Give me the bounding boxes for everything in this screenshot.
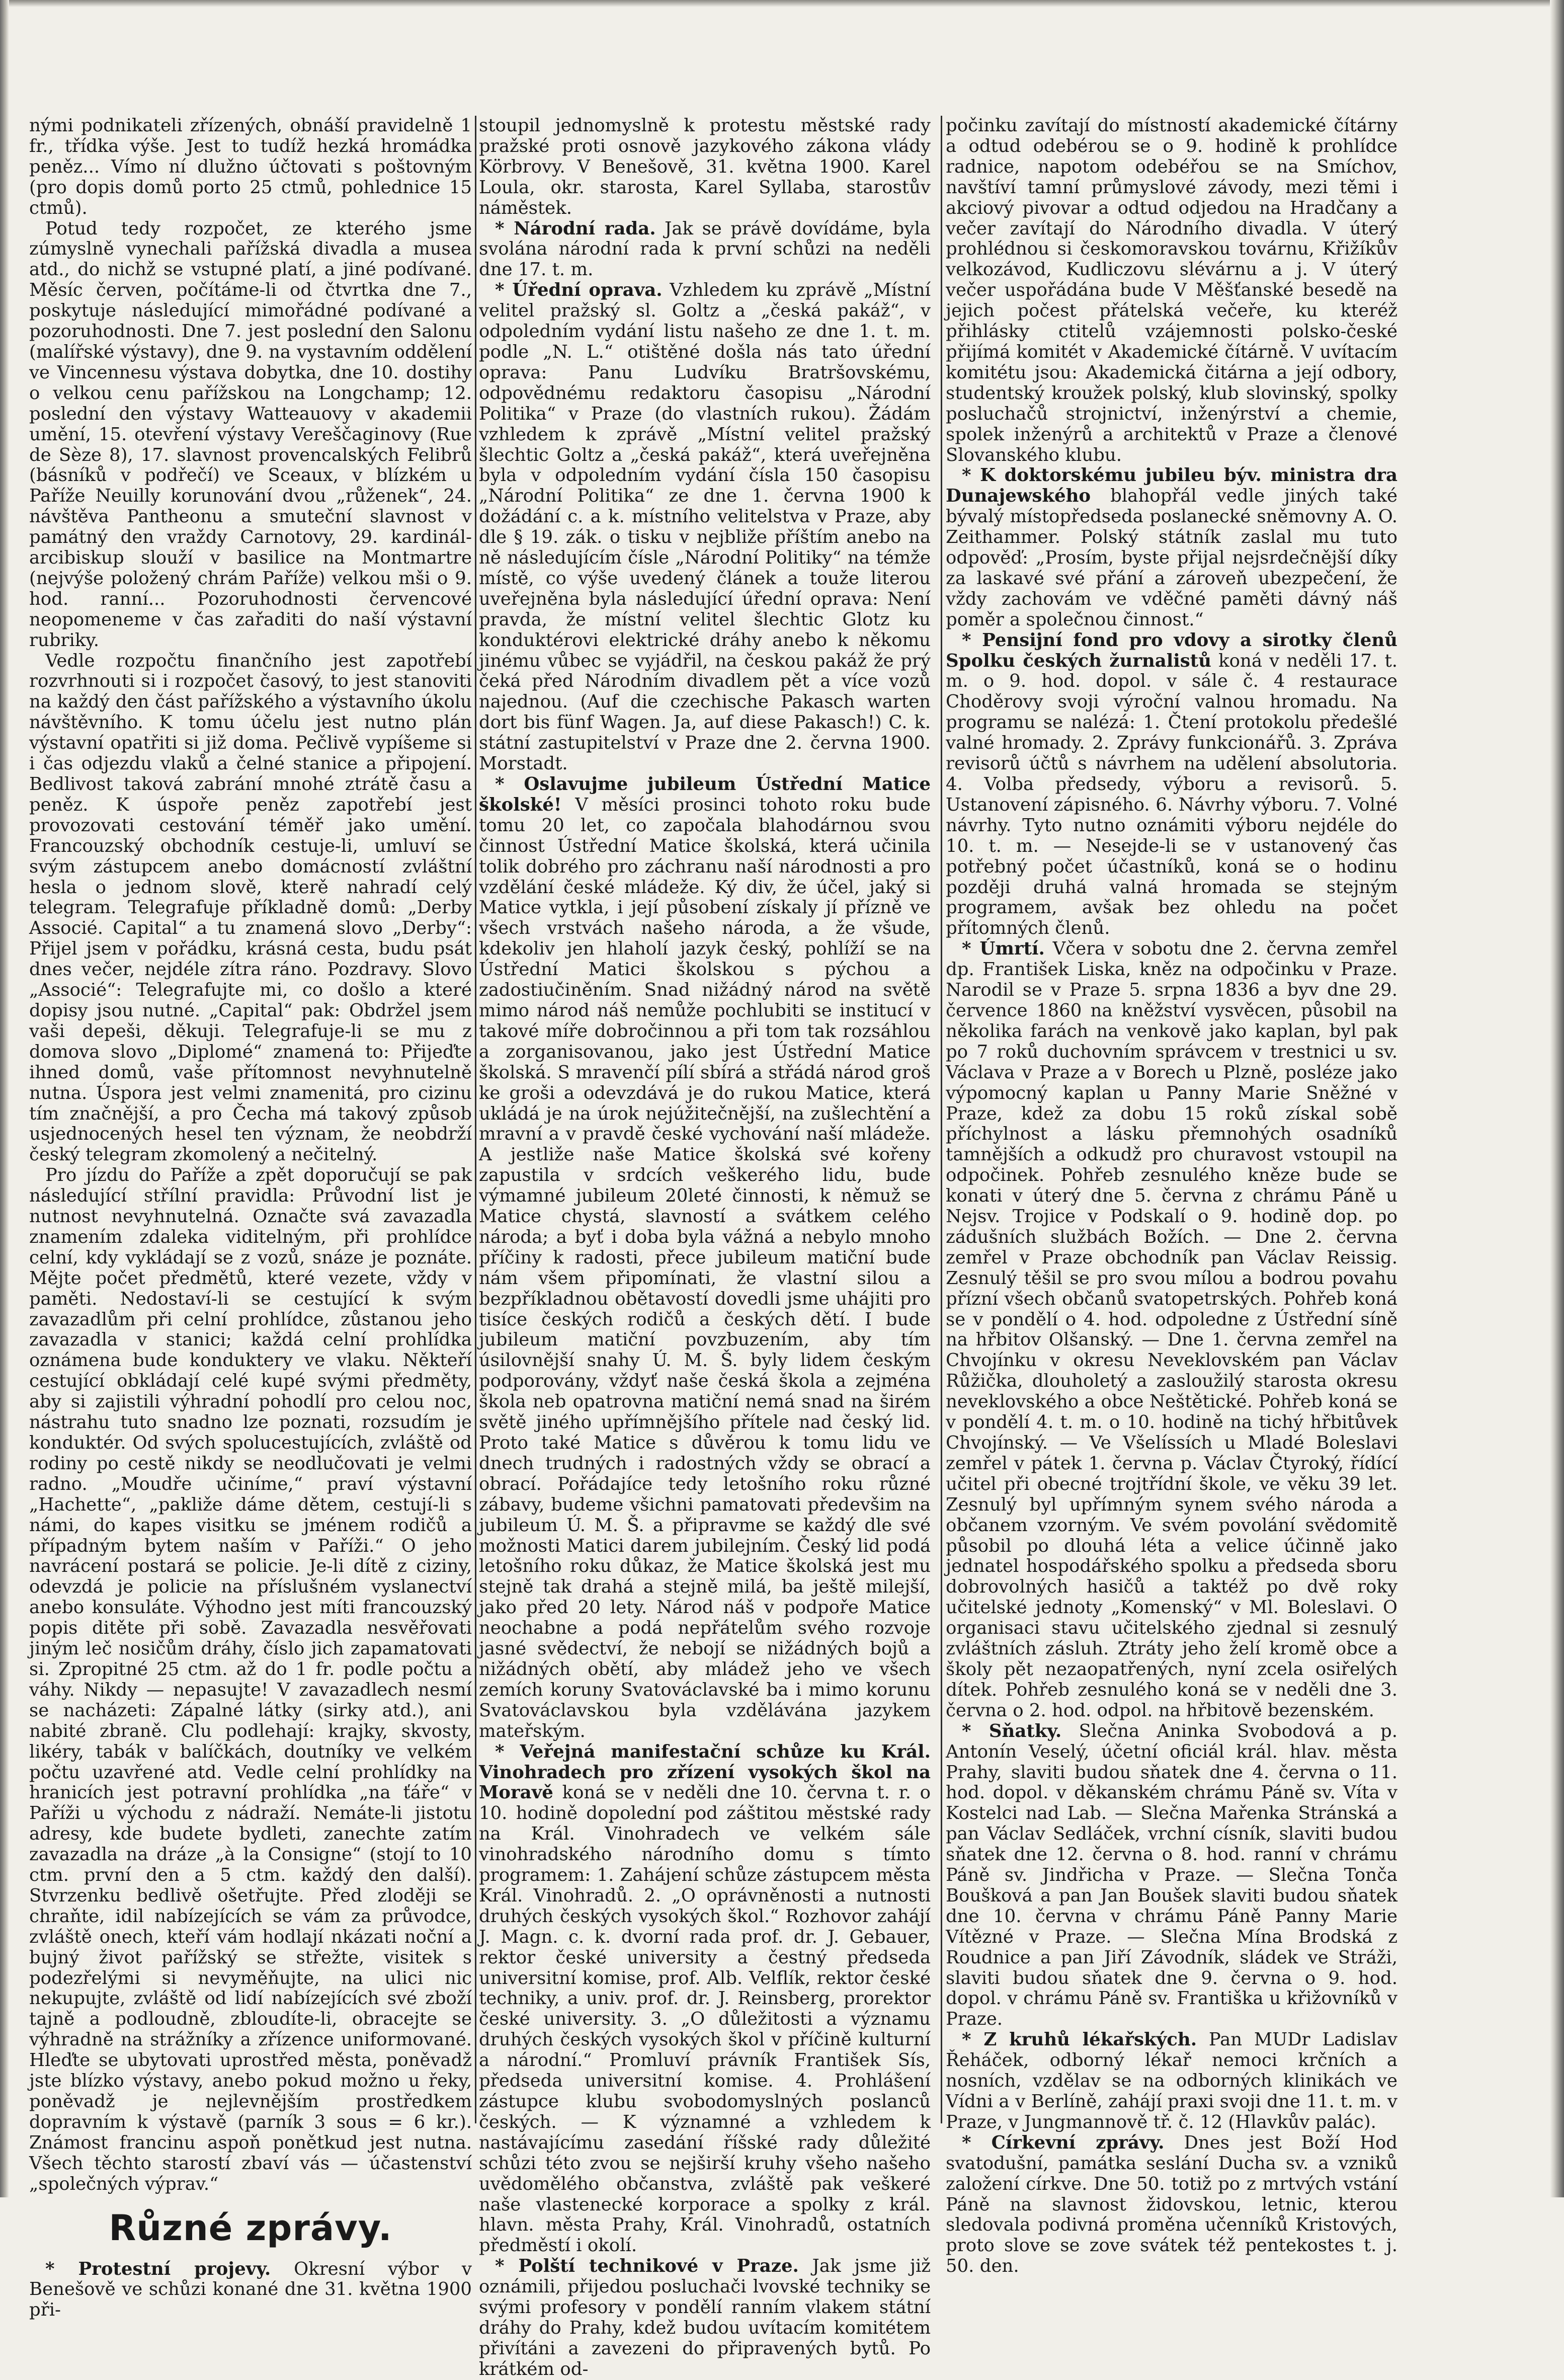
col1-paragraph-2: Potud tedy rozpočet, ze kterého jsme zúmyslně vynechali pařížská divadla a musea atd., do nichž se vstupné platí, a jiné podívané. Měsíc červen, počítáme-li od čtvrtka dne 7., poskytuje následující mimořádné podívané a pozoruhodnosti. Dne 7. jest poslední den Salonu (malířské výstavy), dne 9. na vystavním oddělení ve Vincennesu výstava dobytka, dne 10. dostihy o velkou cenu pařížskou na Longchamp; 12. poslední den výstavy Watteauovy v akademii umění, 15. otevření výstavy Vereščaginovy (Rue de Sèze 8), 17. slavnost provencalských Felibrů (básníků v podřečí) ve Sceaux, v blízkém u Paříže Neuilly korunování dvou „růženek“, 24. návštěva Pantheonu a smuteční slavnost v památný den vraždy Carnotovy, 29. kardinál-arcibiskup slouží v basilice na Montmartre (nejvýše položený chrám Paříže) velkou mši o 9. hod. ranní... Pozoruhodnosti červencové neopomeneme v čas zařaditi do naší výstavní rubriky. — [29, 218, 472, 651]
col3-news-item-kruhy-lekarske — [946, 2030, 1397, 2133]
scan-edge-top — [0, 0, 1564, 7]
news-body: V měsíci prosinci tohoto roku bude tomu 20 let, co započala blahodárnou svou činnost Ústřední Matice školská, která učinila tolik dobrého pro záchranu naší národnosti a pro vzdělání české mládeže. Ký div, že účel, jaký si Matice vytkla, i její působení získaly jí přízně ve všech vrstvách našeho národa, a že všude, kdekoliv jen hlaholí jazyk český, pohlíží se na Ústřední Matici školskou s pýchou a zadostiučiněním. Snad nižádný národ na světě mimo národ náš nemůže pochlubiti se institucí v takové míře dobročinnou a při tom tak rozsáhlou a zorganisovanou, jako jest Ústřední Matice školská. S mravenčí pílí sbírá a střádá národ groš ke groši a odevzdává je do rukou Matice, která ukládá je na úrok nejúžitečnější, na zušlechtění a mravní a v pravdě české vychování naší mládeže. A jestliže naše Matice školská své kořeny zapustila v srdcích veškerého lidu, bude výmamné jubileum 20leté činnosti, k němuž se Matice chystá, slavností a svátkem celého národa; a byť i doba byla vážná a nebylo mnoho příčiny k radosti, přece jubileum matiční bude nám všem připomínati, že vlastní silou a bezpříkladnou obětavostí dovedli jsme uhájiti pro tisíce českých rodičů a českých dětí. I bude jubileum matiční povzbuzením, aby tím úsilovnější snahy Ú. M. Š. byly lidem českým podporovány, vždyť naše česká škola a zejména škola neb opatrovna matiční nemá snad na širém světě jiného upřímnějšího přítele nad český lid. Proto také Matice s důvěrou k tomu lidu ve dnech trudných i radostných vždy se obrací a obrací. Pořádajíce tedy letošního roku různé zábavy, budeme všichni pamatovati předevšim na jubileum Ú. M. Š. a připravme se každý dle své možnosti Matici darem jubilejním. Český lid podá letošního roku důkaz, že Matice školská jest mu stejně tak drahá a stejně milá, ba ještě milejší, jako před 20 lety. Národ náš v podpoře Matice neochabne a podá nepřátelům svého rozvoje jasné svědectví, že nebojí se nižádných bojů a nižádných obětí, aby mládež jeho ve všech zemích koruny Svatováclavské ba i mimo korunu Svatováclavskou byla vzdělávána jazykem mateřským. — [479, 794, 931, 1741]
col1-news-item-protestni-projevy — [29, 2259, 472, 2321]
news-heading: * Úmrtí. — [962, 938, 1045, 960]
col1-paragraph-4: Pro jízdu do Paříže a zpět doporučují se pak následující střílní pravidla: Průvodní list je nutnost nevyhnutelná. Označte svá zavazadla znamením zdaleka viditelným, při prohlídce celní, kdy vykládají se z vozů, snáze je poznáte. Mějte počet předmětů, které vezete, vždy v paměti. Nedostaví-li se cestující k svým zavazadlům při celní prohlídce, zůstanou jeho zavazadla v stanici; každá celní prohlídka oznámena bude konduktery ve vlaku. Někteří cestující obkládají celé kupé svými předměty, aby si zajistili výhradní pohodlí pro celou noc, nástrahu tuto snadno lze poznati, rozsudím je konduktér. Od svých spolucestujících, zvláště od rodiny po cestě nikdy se neodlučovati je velmi radno. „Moudře učiníme,“ praví výstavní „Hachette“, „pakliže dáme dětem, cestují-li s námi, do kapes visitku se jménem rodičů a případným bytem naším v Paříži.“ O jeho navrácení postará se policie. Je-li dítě z ciziny, odevzdá je policie na příslušném vyslanectví anebo konsuláte. Výhodno jest míti francouzský popis ditěte při sobě. Zavazadla nesvěřovati jiným leč nosičům dráhy, číslo jich zapamatovati si. Zpropitné 25 ctm. až do 1 fr. podle počtu a váhy. Nikdy — nepasujte! V zavazadlech nesmí se nacházeti: Zápalné látky (sirky atd.), ani nabité zbraně. Clu podlehají: krajky, skvosty, likéry, tabák v balíčkách, doutníky ve velkém počtu uzavřené atd. Vedle celní prohlídky na hranicích jest potravní prohlídka „na ťáře“ v Paříži u východu z nádraží. Nemáte-li jistotu adresy, kde budete bydleti, zanechte zatím zavazadla na dráze „à la Consigne“ (stojí to 10 ctm. první den a 5 ctm. každý den další). Stvrzenku bedlivě ošetřujte. Před zloději se chraňte, idil nabízejících se vám za průvodce, zvláště onech, kteří vám hodlají nkázati noční a bujný život pařížský se střežte, visitek s podezřelými si nevyměňujte, na ulici nic nekupujte, zvláště od lidí nabízejících své zboží tajně a podloudně, zbloudíte-li, obracejte se výhradně na strážníky a zřízence uniformované. Hleďte se ubytovati uprostřed města, poněvadž jste blízko výstavy, anebo pokud možno u řeky, poněvadž je nejlevnějším prostředkem dopravním k výstavě (parník 3 sous = 6 kr.). Známost francinu aspoň ponětkud jest nutna. Všech těchto starostí zbaví vás — účastenství „společných výprav.“ — [29, 1165, 472, 2194]
col2-news-item-uredni-oprava — [479, 280, 931, 774]
column-3 — [946, 115, 1397, 2277]
news-heading: * Národní rada. — [495, 218, 656, 239]
col2-news-item-narodni-rada — [479, 219, 931, 281]
news-body: Okresní výbor v Benešově ve schůzi konané dne 31. května 1900 při- — [29, 2258, 472, 2321]
news-body: Jak jsme již oznámili, přijedou posluchači lvovské techniky se svými profesory v pondělí ranním vlakem státní dráhy do Prahy, kdež budou uvítacím komitétem přivítáni a zavezeni do připravených bytů. Po krátkém od- — [479, 2256, 931, 2379]
news-heading: * Veřejná manifestační schůze ku Král. Vinohradech pro zřízení vysokých škol na Moravě — [479, 1741, 931, 1803]
news-body: Dnes jest Boží Hod svatodušní, památka seslání Ducha sv. a vzniků založení církve. Dne 50. totiž po z mrtvých vstání Páně na slavnost židovskou, letnic, kterou sledovala podivná proměna učenníků Kristových, proto slove se zove svátek též pentekostes t. j. 50. den. — [946, 2132, 1397, 2277]
col2-news-item-polsti-technikove — [479, 2256, 931, 2379]
scan-edge-left — [0, 0, 9, 2197]
news-heading: * Z kruhů lékařských. — [962, 2029, 1197, 2050]
news-heading: * Úřední oprava. — [495, 280, 663, 301]
col3-news-item-umrti — [946, 939, 1397, 1721]
col1-paragraph-1: nými podnikateli zřízených, obnáší pravidelně 1 fr., třídka výše. Jest to tudíž hezká hromádka peněz... Vímo ní dlužno účtovati s poštovným (pro dopis domů porto 25 ctmů, pohlednice 15 ctmů). — [29, 115, 472, 218]
column-rule-2 — [941, 116, 942, 2123]
section-title-ruzne-zpravy: Různé zprávy. — [109, 2207, 392, 2249]
news-body: koná se v neděli dne 10. června t. r. o 10. hodině dopolední pod záštitou městské rady na Král. Vinohradech ve velkém sále vinohradského národního domu s tímto programem: 1. Zahájení schůze zástupcem města Král. Vinohradů. 2. „O oprávněnosti a nutnosti druhých českých vysokých škol.“ Rozhovor zahájí J. Magn. c. k. dvorní rada prof. dr. J. Gebauer, rektor české university a čestný předseda universitní komise, prof. Alb. Velflík, rektor české techniky, a univ. prof. dr. J. Reinsberg, prorektor české university. 3. „O důležitosti a významu druhých českých vysokých škol v příčině kulturní a národní.“ Promluví právník František Sís, předseda universitní komise. 4. Prohlášení zástupce klubu svobodomyslných poslanců českých. — K významné a vzhledem k nastávajícímu zasedání říšské rady důležité schůzi této zvou se nejširší kruhy všeho našeho uvědomělého občanstva, zvláště pak veškeré naše vlastenecké korporace a spolky z král. hlavn. města Prahy, Král. Vinohradů, ostatních předměstí i okolí. — [479, 1782, 931, 2256]
scan-edge-right — [1550, 0, 1564, 2197]
col2-paragraph-1: stoupil jednomyslně k protestu městské rady pražské proti osnově jazykového zákona vlády Körbrovy. V Benešově, 31. května 1900. Karel Loula, okr. starosta, Karel Syllaba, starostův náměstek. — [479, 115, 931, 218]
news-body: Pan MUDr Ladislav Řeháček, odborný lékař nemoci krčních a nosních, vzdělav se na odborných klinikách ve Vídni a v Berlíně, zahájí praxi svoji dne 11. t. m. v Praze, v Jungmannově tř. č. 12 (Hlavkův palác). — [946, 2029, 1397, 2132]
news-body: Jak se právě dovídáme, byla svolána národní rada k první schůzi na neděli dne 17. t. m. — [479, 218, 931, 280]
news-body: koná v neděli 17. t. m. o 9. hod. dopol. v sále č. 4 restaurace Choděrovy svoji výroční valnou hromadu. Na programu se nalézá: 1. Čtení protokolu předešlé valné hromady. 2. Zprávy funkcionářů. 3. Zpráva revisorů účtů s návrhem na udělení absolutoria. 4. Volba předsedy, výboru a revisorů. 5. Ustanovení zápisného. 6. Návrhy výboru. 7. Volné návrhy. Tyto nutno oznámiti výboru nejdéle do 10. t. m. — Nesejde-li se v ustanovený čas potřebný počet účastníků, koná se o hodinu později druhá valná hromada se stejným programem, avšak bez ohledu na počet přítomných členů. — [946, 650, 1397, 939]
news-body: Slečna Aninka Svobodová a p. Antonín Veselý, účetní oficiál král. hlav. města Prahy, slaviti budou sňatek dne 4. června o 11. hod. dopol. v děkanském chrámu Páně sv. Víta v Kostelci nad Lab. — Slečna Mařenka Stránská a pan Václav Sedláček, vrchní císník, slaviti budou sňatek dne 12. června o 8. hod. ranní v chrámu Páně sv. Jindřicha v Praze. — Slečna Tonča Boušková a pan Jan Boušek slaviti budou sňatek dne 10. června v chrámu Páně Panny Marie Vítězné v Praze. — Slečna Mína Brodská z Roudnice a pan Jiří Závodník, sládek ve Stráži, slaviti budou sňatek dne 9. června o 9. hod. dopol. v chrámu Páně sv. Františka u křižovníků v Praze. — [946, 1720, 1397, 2030]
news-heading: * Polští technikové v Praze. — [495, 2256, 799, 2277]
column-1 — [29, 115, 472, 2321]
col3-news-item-cirkevni-zpravy — [946, 2133, 1397, 2277]
col2-news-item-manifestacni-schuze — [479, 1742, 931, 2257]
col1-paragraph-3: Vedle rozpočtu finančního jest zapotřebí rozvrhnouti si i rozpočet časový, to jest stanoviti na každý den část pařížského a výstavního úkolu návštěvního. K tomu účelu jest nutno plán výstavní opatřiti si již doma. Pečlivě vypíšeme si i čas odjezdu vlaků a čelné stanice a připojení. Bedlivost taková zabrání mnohé ztrátě času a peněz. K úspoře peněz zapotřebí jest provozovati cestování téměř jako umění. Francouzský obchodník cestuje-li, umluví se svým zástupcem anebo domácností zvláštní hesla o jednom slově, kterě nahradí celý telegram. Telegrafuje příkladně domů: „Derby Associé. Capital“ a tu znamená slovo „Derby“: Přijel jsem v pořádku, krásná cesta, budu psát dnes večer, nejdéle zítra ráno. Pozdravy. Slovo „Associé“: Telegrafujte mi, co došlo a které dopisy jsou nutné. „Capital“ pak: Obdržel jsem vaši depeši, děkuji. Telegrafuje-li se mu z domova slovo „Diplomé“ znamená to: Přijeďte ihned domů, vaše přítomnost nevyhnutelně nutna. Úspora jest velmi znamenitá, pro cizinu tím značnější, a pro Čecha má takový způsob usjednocených hesel ten význam, že neobdrží český telegram zkomolený a nečitelný. — [29, 650, 472, 1165]
news-heading: * K doktorskému jubileu býv. ministra dra Dunajewského — [946, 465, 1397, 507]
col3-paragraph-1: počinku zavítají do místností akademické čítárny a odtud odebérou se o 9. hodině k prohlídce radnice, napotom odebéřou se na Smíchov, navštíví tamní průmyslové závody, mezi těmi i akciový pivovar a odtud odjedou na Hradčany a večer zavítají do Národního divadla. V úterý prohlédnou si českomoravskou továrnu, Křižíkův velkozávod, Kudliczovu slévárnu a j. V úterý večer uspořádána bude V Měšťanské besedě na jejich počest přátelská večeře, ku kteréž přihlásky ctitelů vzájemnosti polsko-české přijímá komitét v Akademické čítárně. V uvítacím komitétu jsou: Akademická čitárna a její odbory, studentský kroužek polský, klub slovinský, spolky posluchačů strojnictví, inženýrství a chemie, spolek inženýrů a architektů v Praze a členové Slovanského klubu. — [946, 115, 1397, 465]
column-rule-1 — [475, 116, 476, 2123]
news-heading: * Pensijní fond pro vdovy a sirotky členů Spolku českých žurnalistů — [946, 629, 1397, 671]
news-heading: * Sňatky. — [962, 1720, 1062, 1741]
col3-news-item-snatky — [946, 1721, 1397, 2030]
news-body: blahopřál vedle jiných také bývalý místopředseda poslanecké sněmovny A. O. Zeithammer. Polský státník zaslal mu tuto odpověď: „Prosím, byste přijal nejsrdečnější díky za laskavé své přání a zároveň ubezpečení, že vždy zachovám ve vděčné paměti dávný náš poměr a společnou činnost.“ — [946, 486, 1397, 630]
news-heading: * Církevní zprávy. — [962, 2132, 1165, 2153]
col3-news-item-doktorske-jubileum — [946, 465, 1397, 630]
col2-news-item-jubileum-matice — [479, 774, 931, 1742]
news-body: Včera v sobotu dne 2. června zemřel dp. František Liska, kněz na odpočinku v Praze. Narodil se v Praze 5. srpna 1836 a byv dne 29. července 1860 na kněžství vysvěcen, působil na několika farách na venkově jako kaplan, byl pak po 7 roků duchovním správcem v trestnici u sv. Václava v Praze a v Borech u Plzně, posléze jako výpomocný kaplan u Panny Marie Sněžné v Praze, kdež za dobu 15 roků získal sobě příchylnost a lásku přemnohých osadníků tamnějších a odkudž pro churavost vstoupil na odpočinek. Pohřeb zesnulého kněze bude se konati v úterý dne 5. června z chrámu Páně u Nejsv. Trojice v Podskalí o 9. hodině dop. po zádušních službách Božích. — Dne 2. června zemřel v Praze obchodník pan Václav Reissig. Zesnulý těšil se pro svou mílou a bodrou povahu přízní všech občanů svatopetrských. Pohřeb koná se v pondělí o 4. hod. odpoledne z Ústřední síně na hřbitov Olšanský. — Dne 1. června zemřel na Chvojínku v okresu Neveklovském pan Václav Růžička, dlouholetý a zasloužilý starosta okresu neveklovského a obce Neštětické. Pohřeb koná se v pondělí 4. t. m. o 10. hodině na tichý hřbitůvek Chvojínský. — Ve Všelíssích u Mladé Boleslavi zemřel v pátek 1. června p. Václav Čtyroký, řídící učitel při obecné trojtřídní škole, ve věku 39 let. Zesnulý byl upřímným synem svého národa a občanem vzorným. Ve svém povolání svědomitě působil po dlouhá léta a velice účinně jako jednatel hospodářského spolku a předseda sboru dobrovolných hasičů a taktéž po dvě roky učitelské jednoty „Komenský“ v Ml. Boleslavi. O organisaci stavu učitelského zjednal si zesnulý zvláštních zásluh. Ztráty jeho želí kromě obce a školy pět nezaopatřených, nyní zcela osiřelých dítek. Pohřeb zesnulého koná se v neděli dne 3. června o 2. hod. odpol. na hřbitově bezenském. — [946, 938, 1397, 1721]
news-body: Vzhledem ku zprávě „Místní velitel pražský sl. Goltz a „česká pakáž“, v odpoledním vydání listu našeho ze dne 1. t. m. podle „N. L.“ otištěné došla nás tato úřední oprava: Panu Ludvíku Bratršovskému, odpovědnému redaktoru časopisu „Národní Politika“ v Praze (do vlastních rukou). Žádám vzhledem k zprávě „Místní velitel pražský šlechtic Goltz a „česká pakáž“, která uveřejněna byla v odpoledním vydání čísla 150 časopisu „Národní Politika“ ze dne 1. června 1900 k dožádání c. a k. místního velitelstva v Praze, aby dle § 19. zák. o tisku v nejbliže příštím anebo na ně následujícím čísle „Národní Politiky“ na témže místě, co výše uvedený článek a touže literou uveřejněna byla následující úřední oprava: Není pravda, že místní velitel šlechtic Glotz ku konduktérovi elektrické dráhy anebo k někomu jinému vůbec se vyjádřil, na českou pakáž že prý čeká před Národním divadlem pět a více vozů najednou. (Auf die czechische Pakasch warten dort bis fünf Wagen. Ja, auf diese Pakasch!) C. k. státní zastupitelství v Praze dne 2. června 1900. Morstadt. — [479, 280, 931, 774]
column-2 — [479, 115, 931, 2379]
news-heading: * Protestní projevy. — [45, 2258, 271, 2279]
news-heading: * Oslavujme jubileum Ústřední Matice školské! — [479, 774, 931, 815]
col3-news-item-pensijni-fond — [946, 630, 1397, 939]
